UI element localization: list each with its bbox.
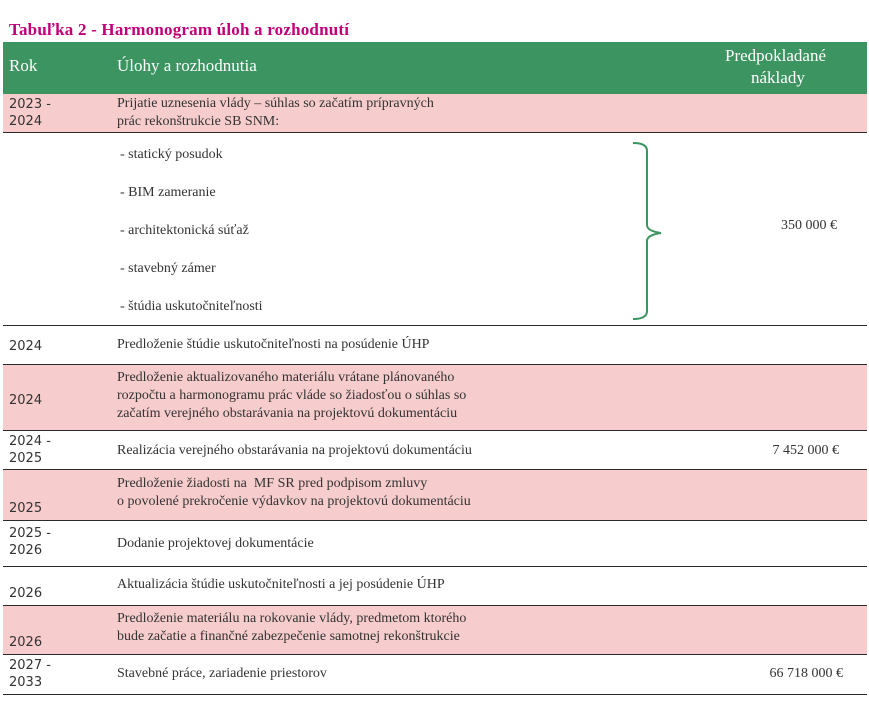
table-row	[3, 365, 867, 431]
table-row	[3, 326, 867, 365]
row-task: Stavebné práce, zariadenie priestorov	[117, 666, 327, 681]
row-year: 2027 - 2033	[9, 658, 51, 690]
row-task: Prijatie uznesenia vlády – súhlas so začatím prípravných prác rekonštrukcie SB SNM:	[117, 96, 434, 129]
header-task: Úlohy a rozhodnutia	[117, 56, 257, 75]
row-year: 2025 - 2026	[9, 526, 51, 558]
row-year: 2025	[9, 501, 43, 516]
subtask-item: - architektonická súťaž	[120, 223, 249, 238]
table-row	[3, 521, 867, 567]
row-task: Realizácia verejného obstarávania na projektovú dokumentáciu	[117, 443, 472, 458]
row-task: Predloženie aktualizovaného materiálu vrátane plánovaného rozpočtu a harmonogramu prác vláde so žiadosťou o súhlas so začatím verejného obstarávania na projektovú dokumentáciu	[117, 370, 467, 421]
table-row	[3, 94, 867, 133]
row-task: Dodanie projektovej dokumentácie	[117, 536, 314, 551]
row-task: Aktualizácia štúdie uskutočniteľnosti a jej posúdenie ÚHP	[117, 577, 445, 592]
row-task: Predloženie materiálu na rokovanie vlády, predmetom ktorého bude začatie a finančné zabezpečenie samotnej rekonštrukcie	[117, 611, 467, 644]
subtask-item: - BIM zameranie	[120, 185, 216, 200]
subtask-item: - statický posudok	[120, 147, 223, 162]
row-year: 2026	[9, 635, 43, 650]
header-cost-line2: náklady	[751, 68, 805, 87]
subtasks-block	[3, 133, 867, 326]
subtask-item: - štúdia uskutočniteľnosti	[120, 299, 263, 314]
row-year: 2026	[9, 586, 43, 601]
table-row	[3, 655, 867, 695]
table-row	[3, 470, 867, 521]
row-task: Predloženie štúdie uskutočniteľnosti na posúdenie ÚHP	[117, 337, 430, 352]
table-header	[3, 42, 867, 94]
row-cost: 66 718 000 €	[769, 666, 843, 681]
subtask-item: - stavebný zámer	[120, 261, 216, 276]
table-title: Tabuľka 2 - Harmonogram úloh a rozhodnutí	[9, 20, 350, 39]
subtasks-cost: 350 000 €	[781, 218, 837, 233]
row-year: 2024	[9, 339, 43, 354]
table-row	[3, 431, 867, 470]
table-row	[3, 606, 867, 655]
row-task: Predloženie žiadosti na MF SR pred podpisom zmluvy o povolené prekročenie výdavkov na projektovú dokumentáciu	[117, 476, 471, 509]
header-year: Rok	[9, 56, 38, 75]
curly-bracket	[631, 141, 671, 321]
row-cost: 7 452 000 €	[772, 443, 839, 458]
row-year: 2024	[9, 393, 43, 408]
table-row	[3, 567, 867, 606]
header-cost-line1: Predpokladané	[725, 46, 827, 65]
row-year: 2024 - 2025	[9, 434, 51, 466]
row-year: 2023 - 2024	[9, 97, 51, 129]
